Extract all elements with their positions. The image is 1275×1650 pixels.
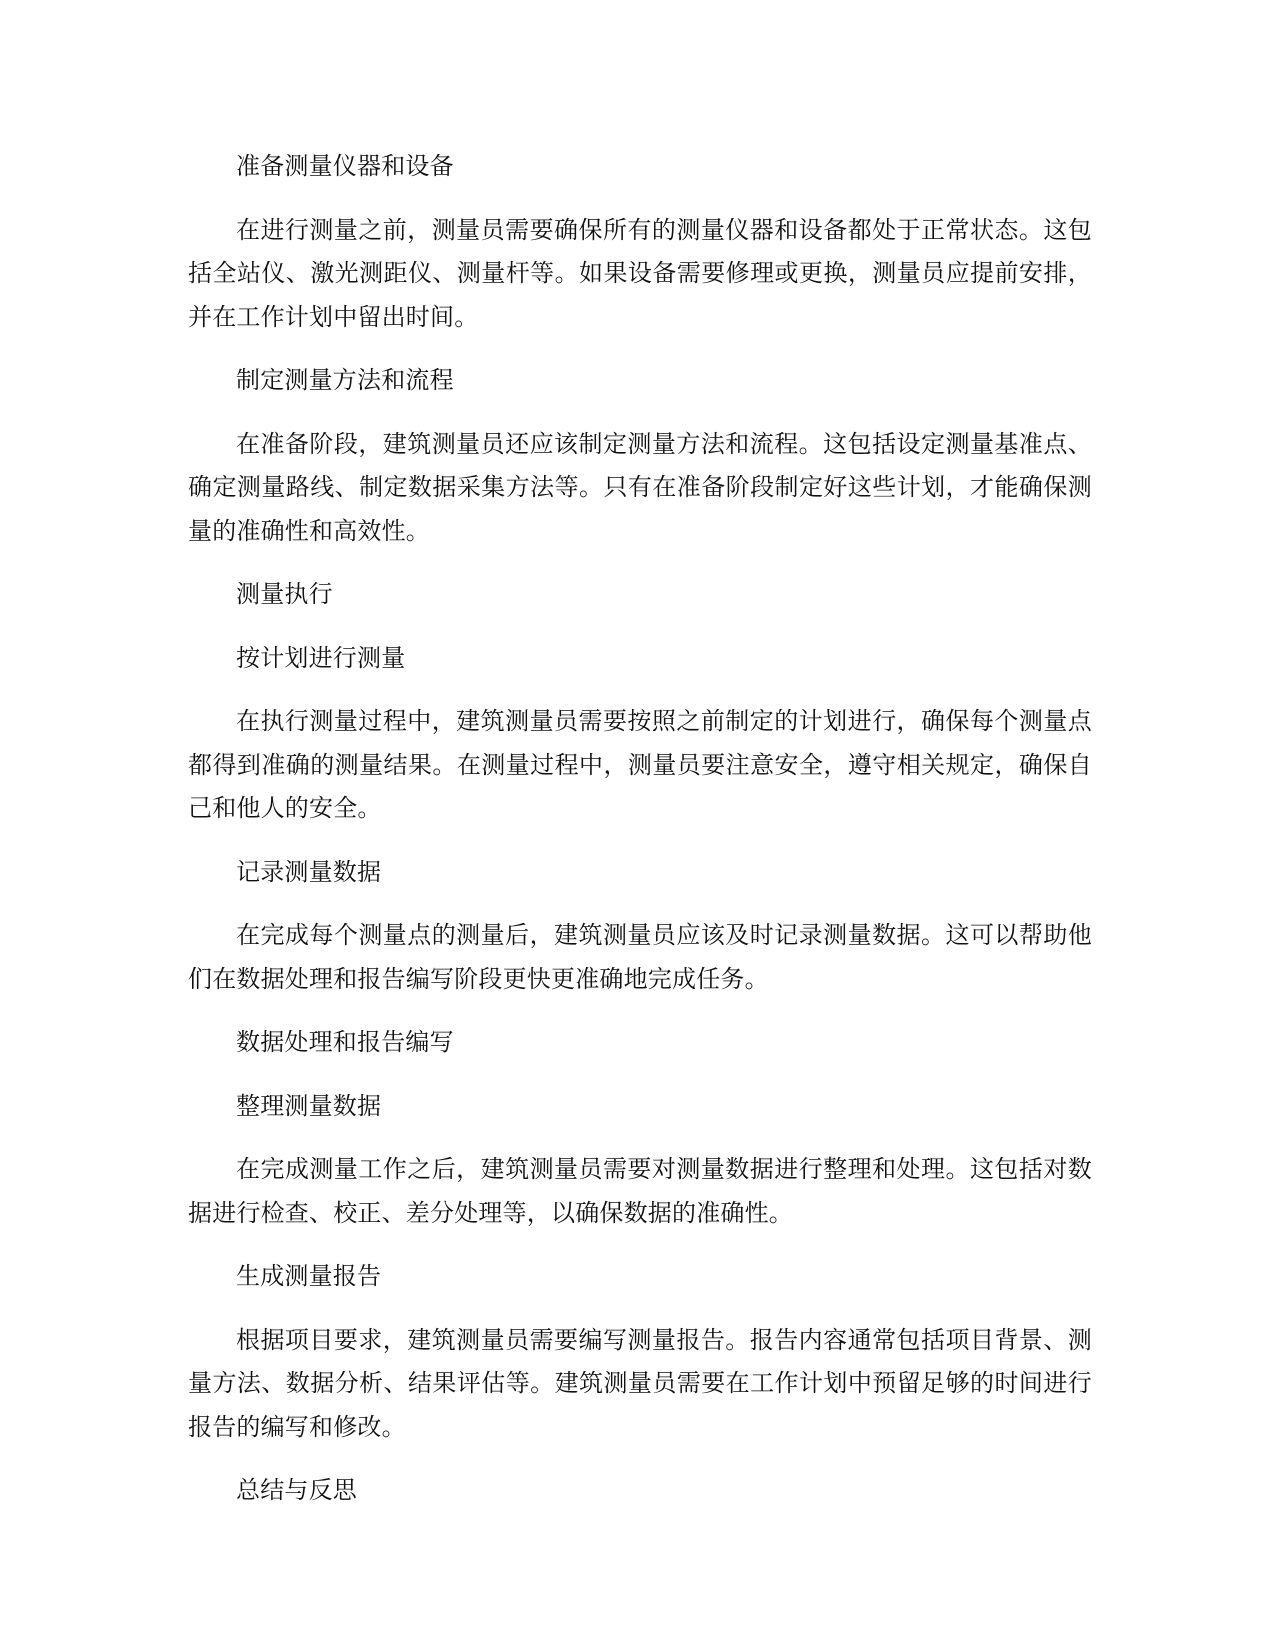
paragraph-organize-data: 在完成测量工作之后，建筑测量员需要对测量数据进行整理和处理。这包括对数据进行检查、校正、差分处理等，以确保数据的准确性。 bbox=[188, 1155, 1092, 1227]
section-heading-summary-reflection: 总结与反思 bbox=[236, 1476, 357, 1504]
section-heading-define-methods: 制定测量方法和流程 bbox=[236, 366, 454, 394]
paragraph-follow-plan: 在执行测量过程中，建筑测量员需要按照之前制定的计划进行，确保每个测量点都得到准确的测量结果。在测量过程中，测量员要注意安全，遵守相关规定，确保自己和他人的安全。 bbox=[188, 707, 1092, 822]
paragraph-prepare-instruments: 在进行测量之前，测量员需要确保所有的测量仪器和设备都处于正常状态。这包括全站仪、激光测距仪、测量杆等。如果设备需要修理或更换，测量员应提前安排，并在工作计划中留出时间。 bbox=[188, 215, 1092, 331]
section-heading-prepare-instruments: 准备测量仪器和设备 bbox=[236, 152, 454, 180]
paragraph-define-methods: 在准备阶段，建筑测量员还应该制定测量方法和流程。这包括设定测量基准点、确定测量路线、制定数据采集方法等。只有在准备阶段制定好这些计划，才能确保测量的准确性和高效性。 bbox=[188, 429, 1092, 545]
paragraph-generate-report: 根据项目要求，建筑测量员需要编写测量报告。报告内容通常包括项目背景、测量方法、数据分析、结果评估等。建筑测量员需要在工作计划中预留足够的时间进行报告的编写和修改。 bbox=[188, 1325, 1092, 1441]
section-heading-organize-data: 整理测量数据 bbox=[236, 1091, 382, 1120]
paragraph-record-data: 在完成每个测量点的测量后，建筑测量员应该及时记录测量数据。这可以帮助他们在数据处理和报告编写阶段更快更准确地完成任务。 bbox=[188, 921, 1092, 993]
section-heading-data-processing-reporting: 数据处理和报告编写 bbox=[236, 1028, 454, 1056]
section-heading-record-data: 记录测量数据 bbox=[236, 857, 382, 886]
document-body bbox=[188, 145, 1092, 1533]
section-heading-generate-report: 生成测量报告 bbox=[236, 1262, 382, 1290]
section-heading-follow-plan: 按计划进行测量 bbox=[236, 643, 406, 672]
section-heading-survey-execution: 测量执行 bbox=[236, 580, 333, 608]
